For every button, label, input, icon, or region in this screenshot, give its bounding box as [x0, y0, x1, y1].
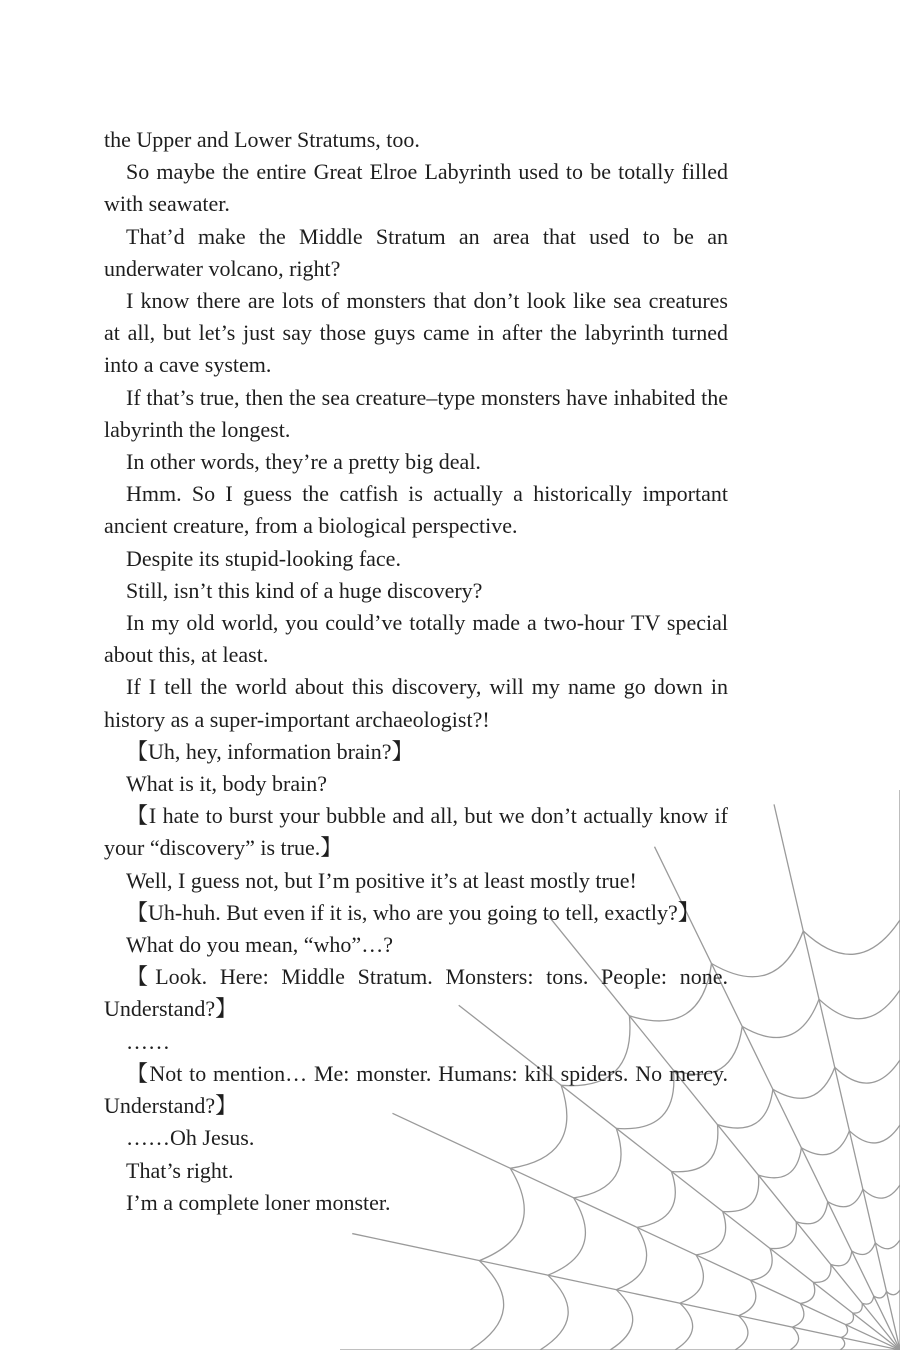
- paragraph-13: What is it, body brain?: [126, 771, 328, 797]
- paragraph-21: ……Oh Jesus.: [126, 1125, 255, 1151]
- web-spoke: [774, 804, 900, 1350]
- paragraph-1: the Upper and Lower Stratums, too.: [104, 127, 420, 152]
- paragraph-8: Despite its stupid-looking face.: [126, 545, 401, 571]
- paragraph-3: That’d make the Middle Stratum an area that used to be an underwater volcano, right?: [104, 223, 728, 281]
- paragraph-17: What do you mean, “who”…?: [126, 932, 393, 958]
- paragraph-22: That’s right.: [126, 1157, 234, 1183]
- paragraph-5: If that’s true, then the sea creature–type monsters have inhabited the labyrinth the longest.: [104, 384, 728, 442]
- web-ring: [735, 1185, 900, 1350]
- dialogue-information-brain-5: 【Not to mention… Me: monster. Humans: kill spiders. No mercy. Understand?】: [104, 1060, 728, 1119]
- web-ring: [790, 1240, 900, 1350]
- paragraph-6: In other words, they’re a pretty big deal.: [126, 449, 481, 475]
- paragraph-2: So maybe the entire Great Elroe Labyrinth used to be totally filled with seawater.: [104, 159, 728, 217]
- web-ring: [840, 1290, 900, 1350]
- paragraph-9: Still, isn’t this kind of a huge discovery?: [126, 577, 483, 603]
- paragraph-10: In my old world, you could’ve totally made a two-hour TV special about this, at least.: [104, 610, 728, 668]
- paragraph-15: Well, I guess not, but I’m positive it’s at least mostly true!: [126, 867, 637, 893]
- dialogue-information-brain-2: 【I hate to burst your bubble and all, but we don’t actually know if your “discovery” is true.】: [104, 803, 728, 861]
- paragraph-23: I’m a complete loner monster.: [126, 1189, 391, 1215]
- dialogue-information-brain-4: 【Look. Here: Middle Stratum. Monsters: tons. People: none. Understand?】: [104, 964, 728, 1022]
- paragraph-4: I know there are lots of monsters that don’t look like sea creatures at all, but let’s just say those guys came in after the labyrinth turned into a cave system.: [104, 288, 728, 378]
- ellipsis-line: ……: [126, 1028, 170, 1054]
- dialogue-information-brain-3: 【Uh-huh. But even if it is, who are you going to tell, exactly?】: [126, 899, 700, 925]
- paragraph-11: If I tell the world about this discovery, will my name go down in history as a super-important archaeologist?!: [104, 674, 728, 732]
- page-body: [104, 124, 728, 1219]
- paragraph-7: Hmm. So I guess the catfish is actually a historically important ancient creature, from a biological perspective.: [104, 481, 728, 539]
- dialogue-information-brain-1: 【Uh, hey, information brain?】: [126, 738, 414, 764]
- web-spoke: [352, 1234, 900, 1350]
